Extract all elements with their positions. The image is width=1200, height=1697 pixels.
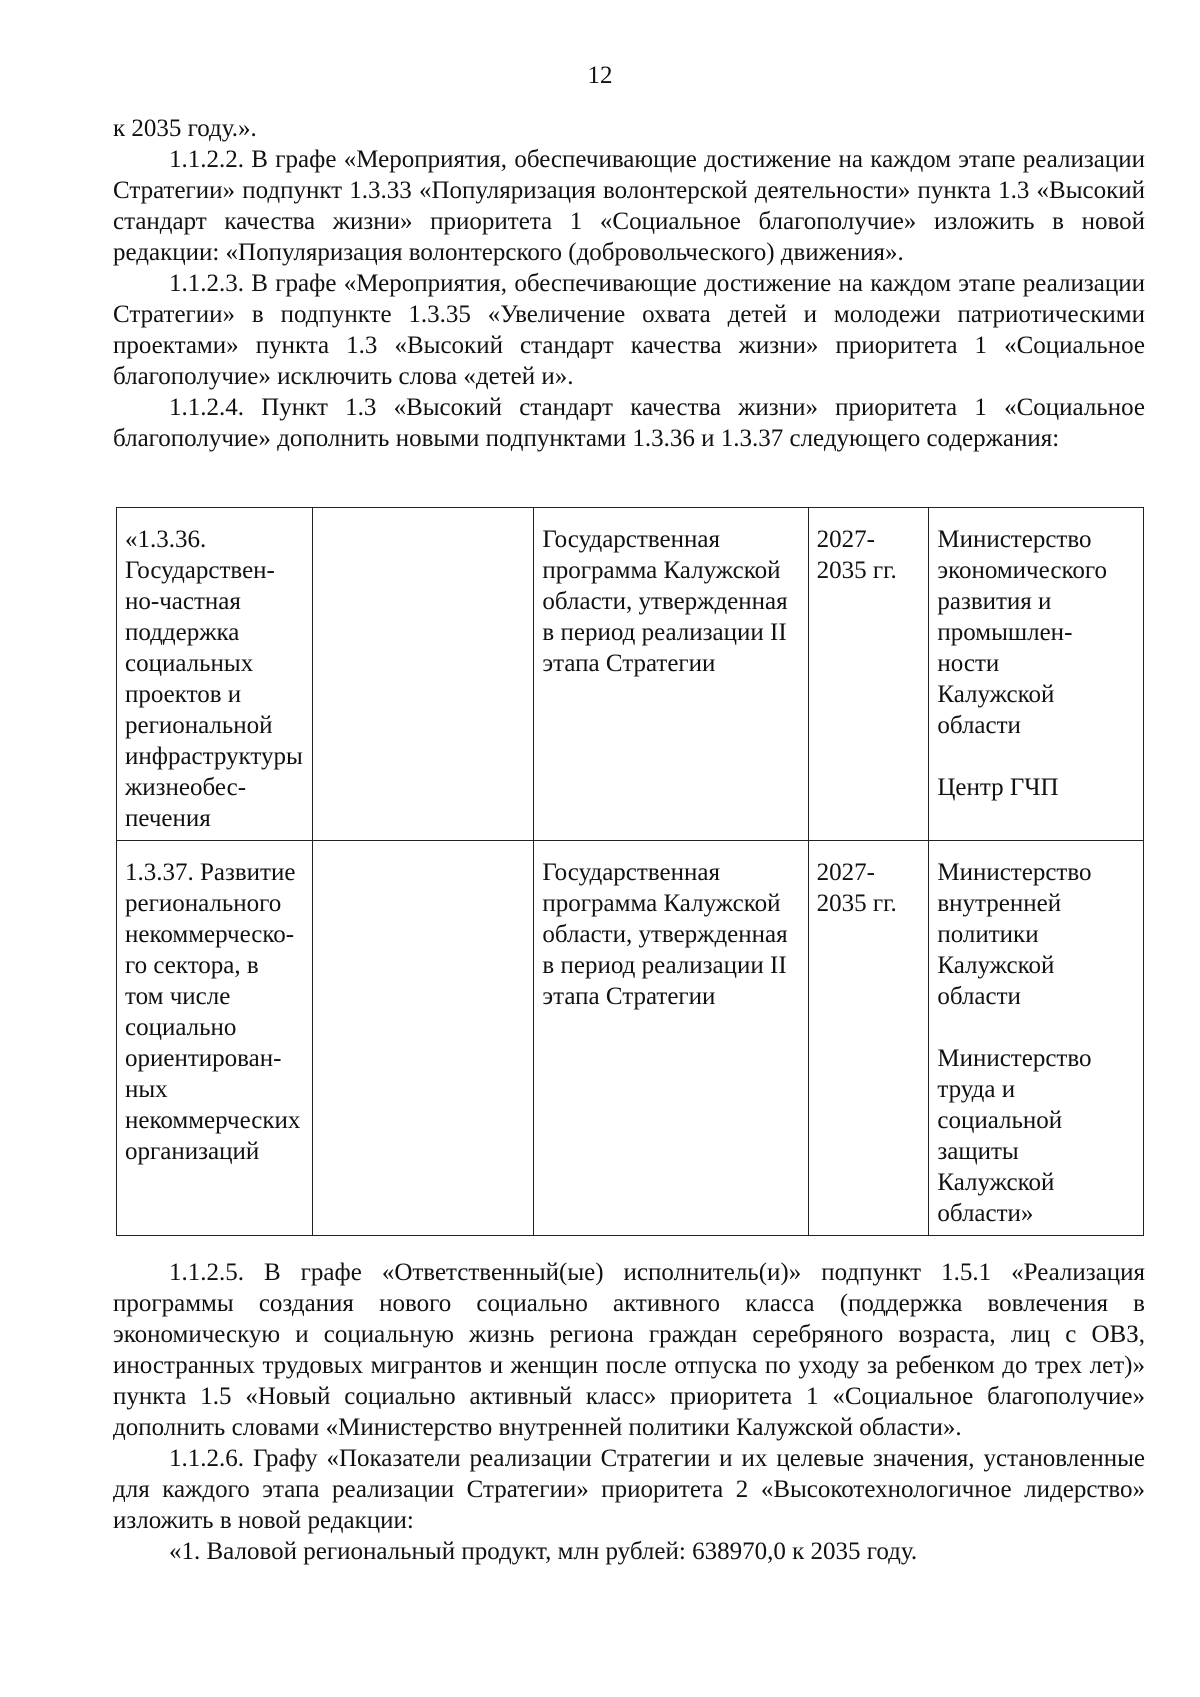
paragraph-1-1-2-4: 1.1.2.4. Пункт 1.3 «Высокий стандарт качества жизни» приоритета 1 «Социальное благополучие» дополнить новыми подпунктами 1.3.36 и 1.3.37 следующего содержания: [113,394,1145,452]
measure-text: «1.3.36. Государствен- но-частная поддержка социальных проектов и региональной инфраструктуры жизнеобес- печения [125,526,303,832]
period-text: 2027- 2035 гг. [816,526,897,584]
executors-text: Министерство экономического развития и промышлен- ности Калужской области Центр ГЧП [937,526,1107,801]
paragraph-1-1-2-5: 1.1.2.5. В графе «Ответственный(ые) исполнитель(и)» подпункт 1.5.1 «Реализация программы создания нового социально активного класса (поддержка вовлечения в экономическую и социальную жизнь региона граждан серебряного возраста, лиц с ОВЗ, иностранных трудовых мигрантов и женщин после отпуска по уходу за ребенком до трех лет)» пункта 1.5 «Новый социально активный класс» приоритета 1 «Социальное благополучие» дополнить словами «Министерство внутренней политики Калужской области». [113,1259,1145,1441]
body-text-bottom [113,1257,1145,1567]
indicator-cell [313,841,534,1236]
table-row [117,508,1144,841]
period-cell [808,508,929,841]
executors-text: Министерство внутренней политики Калужской области Министерство труда и социальной защиты Калужской области» [937,859,1092,1227]
program-cell [534,841,808,1236]
executors-cell [929,841,1144,1236]
strategy-measures-table [116,507,1144,1236]
paragraph-1-1-2-3: 1.1.2.3. В графе «Мероприятия, обеспечивающие достижение на каждом этапе реализации Стратегии» в подпункте 1.3.35 «Увеличение охвата детей и молодежи патриотическими проектами» пункта 1.3 «Высокий стандарт качества жизни» приоритета 1 «Социальное благополучие» исключить слова «детей и». [113,270,1145,390]
executors-cell [929,508,1144,841]
indicator-cell [313,508,534,841]
paragraph-continuation: к 2035 году.». [113,115,257,142]
program-text: Государственная программа Калужской области, утвержденная в период реализации II этапа Стратегии [542,859,788,1010]
program-text: Государственная программа Калужской области, утвержденная в период реализации II этапа Стратегии [542,526,788,677]
measure-cell [117,841,313,1236]
program-cell [534,508,808,841]
paragraph-indicator-1: «1. Валовой региональный продукт, млн рублей: 638970,0 к 2035 году. [169,1538,918,1565]
paragraph-1-1-2-2: 1.1.2.2. В графе «Мероприятия, обеспечивающие достижение на каждом этапе реализации Стратегии» подпункт 1.3.33 «Популяризация волонтерской деятельности» пункта 1.3 «Высокий стандарт качества жизни» приоритета 1 «Социальное благополучие» изложить в новой редакции: «Популяризация волонтерского (добровольческого) движения». [113,146,1145,266]
period-cell [808,841,929,1236]
period-text: 2027- 2035 гг. [816,859,897,917]
table-row [117,841,1144,1236]
body-text-top [113,113,1145,454]
measure-cell [117,508,313,841]
paragraph-1-1-2-6: 1.1.2.6. Графу «Показатели реализации Стратегии и их целевые значения, установленные для каждого этапа реализации Стратегии» приоритета 2 «Высокотехнологичное лидерство» изложить в новой редакции: [113,1445,1145,1534]
measure-text: 1.3.37. Развитие регионального некоммерческо- го сектора, в том числе социально ориентирован- ных некоммерческих организаций [125,859,301,1165]
page-number: 12 [587,62,613,89]
